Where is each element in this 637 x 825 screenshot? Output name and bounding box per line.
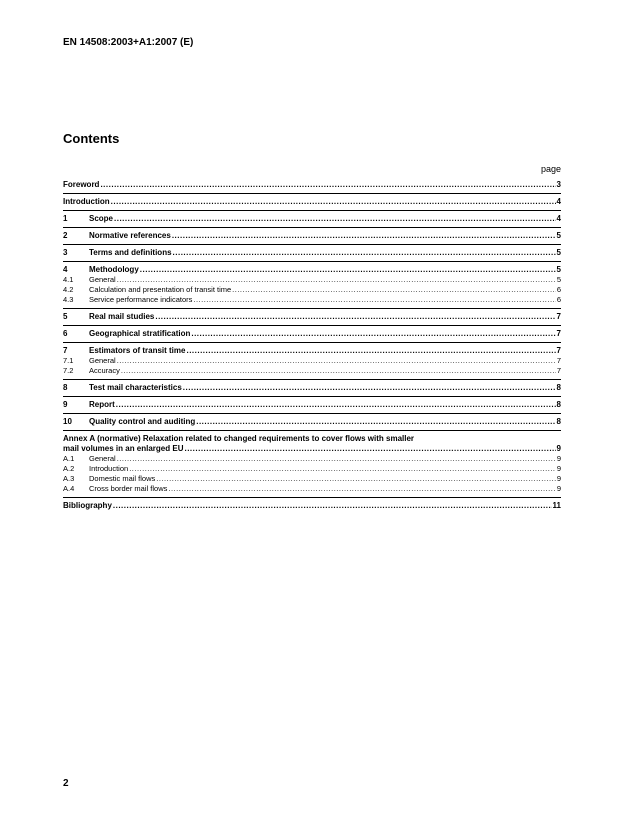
toc-entry-page: 7 bbox=[556, 356, 561, 365]
toc-leader-dots bbox=[111, 197, 556, 207]
toc-entry-page: 7 bbox=[556, 366, 561, 375]
toc-entry-title: Calculation and presentation of transit time bbox=[89, 285, 232, 294]
toc-entry[interactable] bbox=[63, 231, 561, 241]
toc-entry-title: General bbox=[89, 454, 116, 463]
toc-entry[interactable] bbox=[63, 501, 561, 511]
toc-entry[interactable] bbox=[63, 312, 561, 322]
toc-entry[interactable] bbox=[63, 383, 561, 393]
toc-leader-dots bbox=[113, 501, 552, 511]
toc-entry-number: A.2 bbox=[63, 464, 75, 473]
toc-entry-number: A.3 bbox=[63, 474, 75, 483]
toc-entry-page: 5 bbox=[556, 248, 561, 257]
toc-entry-title: Cross border mail flows bbox=[89, 484, 168, 493]
toc-entry-page: 4 bbox=[556, 214, 561, 223]
toc-entry-title: Geographical stratification bbox=[89, 329, 191, 338]
page-number: 2 bbox=[63, 778, 69, 789]
toc-leader-dots bbox=[117, 275, 556, 285]
toc-entry[interactable] bbox=[63, 417, 561, 427]
toc-entry-page: 7 bbox=[556, 312, 561, 321]
toc-entry-title: Domestic mail flows bbox=[89, 474, 156, 483]
toc-leader-dots bbox=[129, 464, 556, 474]
toc-entry[interactable] bbox=[63, 285, 561, 295]
toc-entry-title: Quality control and auditing bbox=[89, 417, 196, 426]
toc-leader-dots bbox=[183, 383, 556, 393]
toc-entry-page: 6 bbox=[556, 285, 561, 294]
toc-entry[interactable] bbox=[63, 366, 561, 376]
toc-entry[interactable] bbox=[63, 248, 561, 258]
toc-leader-dots bbox=[232, 285, 556, 295]
toc-entry-page: 9 bbox=[556, 464, 561, 473]
toc-entry-page: 5 bbox=[556, 265, 561, 274]
toc-entry-page: 4 bbox=[556, 197, 561, 206]
toc-leader-dots bbox=[156, 474, 556, 484]
toc-entry-page: 9 bbox=[556, 474, 561, 483]
toc-entry-page: 11 bbox=[552, 501, 561, 510]
toc-entry-page: 5 bbox=[556, 231, 561, 240]
toc-entry[interactable] bbox=[63, 356, 561, 366]
toc-separator bbox=[63, 193, 561, 194]
toc-separator bbox=[63, 430, 561, 431]
toc-separator bbox=[63, 379, 561, 380]
toc-entry-title: General bbox=[89, 275, 116, 284]
toc-leader-dots bbox=[172, 231, 556, 241]
toc-separator bbox=[63, 210, 561, 211]
toc-separator bbox=[63, 413, 561, 414]
toc-leader-dots bbox=[184, 444, 555, 454]
toc-entry-page: 6 bbox=[556, 295, 561, 304]
toc-entry[interactable] bbox=[63, 444, 561, 454]
toc-entry[interactable] bbox=[63, 400, 561, 410]
toc-separator bbox=[63, 261, 561, 262]
toc-entry[interactable] bbox=[63, 474, 561, 484]
toc-separator bbox=[63, 497, 561, 498]
toc-entry-number: 2 bbox=[63, 231, 68, 240]
toc-entry-number: 7.2 bbox=[63, 366, 74, 375]
toc-leader-dots bbox=[117, 356, 556, 366]
toc-entry-title: General bbox=[89, 356, 116, 365]
toc-entry-number: 3 bbox=[63, 248, 68, 257]
toc-leader-dots bbox=[193, 295, 555, 305]
toc-entry-title-line: Annex A (normative) Relaxation related to changed requirements to cover flows with smaller bbox=[63, 434, 415, 443]
contents-title: Contents bbox=[63, 131, 120, 146]
toc-entry-number: 4.3 bbox=[63, 295, 74, 304]
toc-entry-title: Report bbox=[89, 400, 115, 409]
toc-separator bbox=[63, 244, 561, 245]
document-id-header: EN 14508:2003+A1:2007 (E) bbox=[63, 37, 194, 48]
toc-entry[interactable] bbox=[63, 464, 561, 474]
toc-leader-dots bbox=[196, 417, 555, 427]
table-of-contents bbox=[63, 180, 561, 511]
toc-leader-dots bbox=[117, 454, 556, 464]
toc-entry-number: 4.1 bbox=[63, 275, 74, 284]
toc-entry-title: Real mail studies bbox=[89, 312, 155, 321]
toc-separator bbox=[63, 396, 561, 397]
toc-entry[interactable] bbox=[63, 346, 561, 356]
toc-leader-dots bbox=[116, 400, 556, 410]
toc-separator bbox=[63, 325, 561, 326]
toc-entry-number: A.1 bbox=[63, 454, 75, 463]
toc-entry-title: Service performance indicators bbox=[89, 295, 193, 304]
toc-leader-dots bbox=[155, 312, 555, 322]
toc-entry-title: Introduction bbox=[63, 197, 110, 206]
toc-entry-page: 8 bbox=[556, 417, 561, 426]
toc-entry-title: Foreword bbox=[63, 180, 100, 189]
toc-entry-title: Accuracy bbox=[89, 366, 120, 375]
toc-entry-number: 7 bbox=[63, 346, 68, 355]
toc-leader-dots bbox=[173, 248, 556, 258]
toc-entry-number: 7.1 bbox=[63, 356, 74, 365]
toc-entry-title: Test mail characteristics bbox=[89, 383, 182, 392]
toc-leader-dots bbox=[191, 329, 555, 339]
toc-leader-dots bbox=[100, 180, 555, 190]
toc-entry-page: 9 bbox=[556, 444, 561, 453]
toc-entry-number: 6 bbox=[63, 329, 68, 338]
toc-entry-page: 7 bbox=[556, 346, 561, 355]
toc-entry-number: 9 bbox=[63, 400, 68, 409]
toc-entry-page: 3 bbox=[556, 180, 561, 189]
toc-entry-number: 4 bbox=[63, 265, 68, 274]
toc-entry[interactable] bbox=[63, 214, 561, 224]
toc-separator bbox=[63, 227, 561, 228]
toc-entry[interactable] bbox=[63, 329, 561, 339]
toc-entry-title: Normative references bbox=[89, 231, 171, 240]
toc-entry-title: mail volumes in an enlarged EU bbox=[63, 444, 184, 453]
toc-entry[interactable] bbox=[63, 197, 561, 207]
toc-entry-title: Estimators of transit time bbox=[89, 346, 186, 355]
toc-entry-title: Methodology bbox=[89, 265, 139, 274]
toc-entry-page: 7 bbox=[556, 329, 561, 338]
toc-entry-number: 5 bbox=[63, 312, 68, 321]
toc-entry-number: 1 bbox=[63, 214, 68, 223]
toc-leader-dots bbox=[114, 214, 556, 224]
toc-entry-page: 8 bbox=[556, 400, 561, 409]
toc-leader-dots bbox=[186, 346, 555, 356]
toc-leader-dots bbox=[168, 484, 555, 494]
toc-entry-number: 4.2 bbox=[63, 285, 74, 294]
toc-entry[interactable] bbox=[63, 295, 561, 305]
toc-entry[interactable] bbox=[63, 180, 561, 190]
toc-entry-number: 8 bbox=[63, 383, 68, 392]
toc-entry-title: Scope bbox=[89, 214, 114, 223]
toc-entry[interactable] bbox=[63, 454, 561, 464]
toc-separator bbox=[63, 342, 561, 343]
toc-entry-title: Terms and definitions bbox=[89, 248, 172, 257]
toc-leader-dots bbox=[140, 265, 556, 275]
toc-entry[interactable] bbox=[63, 484, 561, 494]
page-column-label: page bbox=[540, 164, 561, 174]
toc-entry[interactable] bbox=[63, 265, 561, 275]
toc-entry-page: 9 bbox=[556, 484, 561, 493]
toc-entry-page: 8 bbox=[556, 383, 561, 392]
toc-entry-title: Introduction bbox=[89, 464, 129, 473]
toc-entry-page: 5 bbox=[556, 275, 561, 284]
toc-leader-dots bbox=[121, 366, 556, 376]
toc-separator bbox=[63, 308, 561, 309]
toc-entry-number: 10 bbox=[63, 417, 72, 426]
toc-entry-title: Bibliography bbox=[63, 501, 112, 510]
toc-entry-number: A.4 bbox=[63, 484, 75, 493]
toc-entry[interactable] bbox=[63, 275, 561, 285]
toc-entry-page: 9 bbox=[556, 454, 561, 463]
